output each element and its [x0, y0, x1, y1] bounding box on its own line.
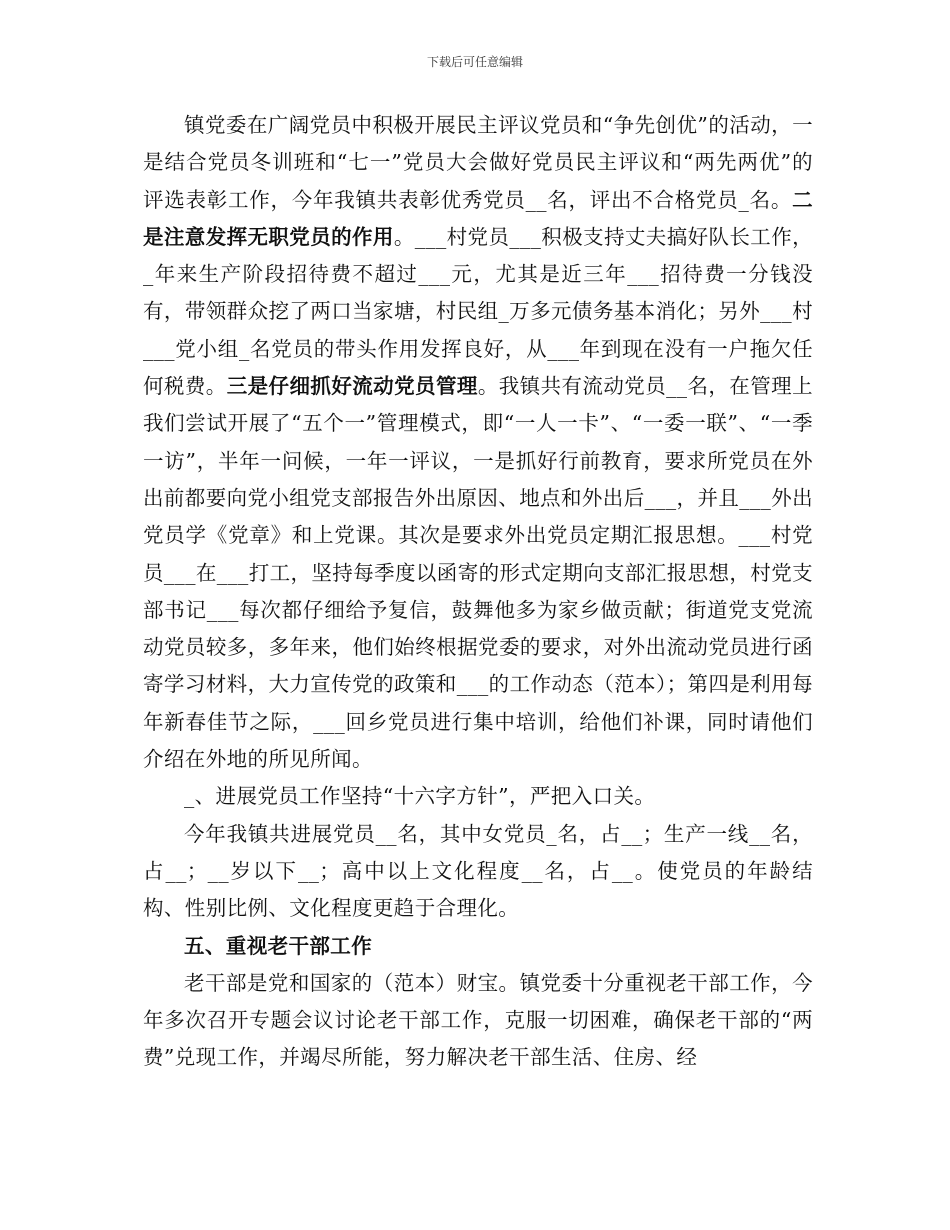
section-heading-five: 五、重视老干部工作 — [184, 933, 373, 958]
paragraph-text: 镇党委在广阔党员中积极开展民主评议党员和“争先创优”的活动，一是结合党员冬训班和“七一”党员大会做好党员民主评议和“两先两优”的评选表彰工作，今年我镇共表彰优秀党员__名，评出不合格党员_名。 — [143, 113, 813, 212]
paragraph-party-evaluation — [143, 107, 813, 778]
document-body — [143, 107, 813, 1077]
paragraph-membership-stats: 今年我镇共进展党员__名，其中女党员_名，占__；生产一线__名，占__；__岁以下__；高中以上文化程度__名，占__。使党员的年龄结构、性别比例、文化程度更趋于合理化。 — [143, 821, 813, 921]
paragraph-text: 。我镇共有流动党员__名，在管理上我们尝试开展了“五个一”管理模式，即“一人一卡”、“一委一联”、“一季一访”，半年一问候，一年一评议，一是抓好行前教育，要求所党员在外出前都要向党小组党支部报告外出原因、地点和外出后___，并且___外出党员学《党章》和上党课。其次是要求外出党员定期汇报思想。___村党员___在___打工，坚持每季度以函寄的形式定期向支部汇报思想，村党支部书记___每次都仔细给予复信，鼓舞他多为家乡做贡献；街道党支党流动党员较多，多年来，他们始终根据党委的要求，对外出流动党员进行函寄学习材料，大力宣传党的政策和___的工作动态（范本）；第四是利用每年新春佳节之际，___回乡党员进行集中培训，给他们补课，同时请他们介绍在外地的所见所闻。 — [143, 374, 813, 772]
bold-point-two: 二是注意发挥无职党员的作用 — [143, 187, 813, 249]
page-header: 下载后可任意编辑 — [426, 55, 523, 69]
paragraph-text: 。___村党员___积极支持丈夫搞好队长工作，_年来生产阶段招待费不超过___元，尤其是近三年___招待费一分钱没有，带领群众挖了两口当家塘，村民组_万多元债务基本消化；另外___村___党小组_名党员的带头作用发挥良好，从___年到现在没有一户拖欠任何税费。 — [143, 224, 814, 399]
bold-point-three: 三是仔细抓好流动党员管理 — [226, 374, 478, 399]
paragraph-membership-policy: _、进展党员工作坚持“十六字方针”，严把入口关。 — [184, 784, 656, 809]
paragraph-veteran-cadres: 老干部是党和国家的（范本）财宝。镇党委十分重视老干部工作，今年多次召开专题会议讨论老干部工作，克服一切困难，确保老干部的“两费”兑现工作，并竭尽所能，努力解决老干部生活、住房、经 — [143, 970, 813, 1070]
